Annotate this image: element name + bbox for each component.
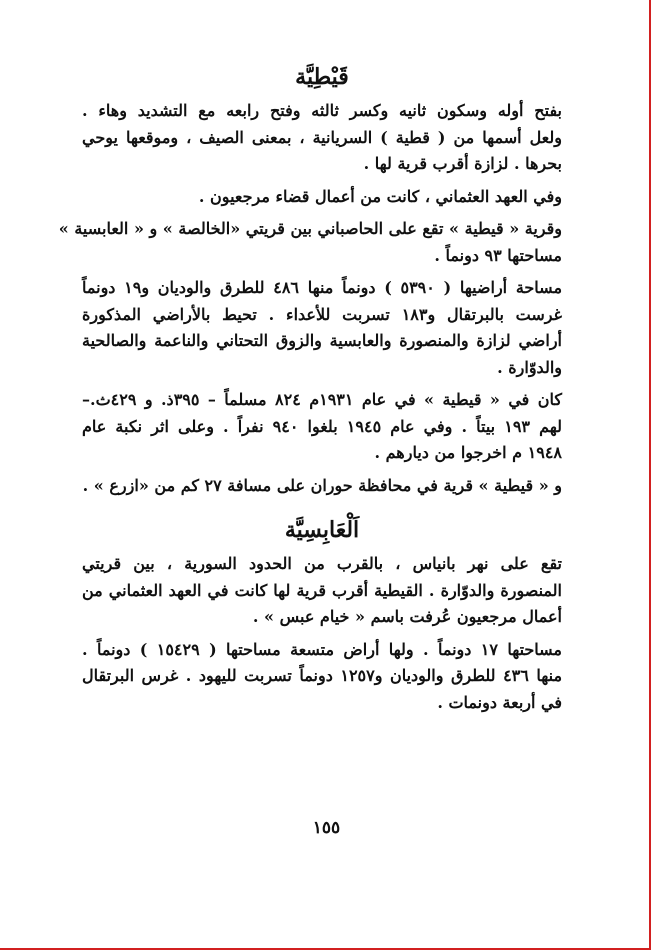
section-title-abisiya: اَلْعَابِسِيَّة	[284, 517, 360, 543]
text-line: كان في « قيطية » في عام ١٩٣١م ٨٢٤ مسلماً – ٣٩٥ذ. و ٤٢٩ث.–	[82, 390, 562, 409]
paragraph	[82, 637, 562, 717]
text-line: و « قيطية » قرية في محافظة حوران على مسافة ٢٧ كم من «ازرع » .	[82, 475, 562, 495]
text-line: والدوّارة .	[497, 357, 562, 377]
text-line: أعمال مرجعيون عُرفت باسم « خيام عبس » .	[252, 607, 562, 626]
paragraph	[82, 387, 562, 467]
text-line: بفتح أوله وسكون ثانيه وكسر ثالثه وفتح رابعه مع التشديد وهاء .	[82, 101, 562, 120]
page-number: ١٥٥	[312, 818, 341, 838]
text-line: المنصورة والدوّارة . القيطية أقرب قرية لها كانت في العهد العثماني من	[82, 580, 562, 600]
text-line: مساحتها ١٧ دونماً . ولها أراض متسعة مساحتها ( ١٥٤٢٩ ) دونماً .	[82, 639, 563, 659]
paragraph	[58, 216, 562, 269]
text-line: ١٩٤٨ م اخرجوا من ديارهم .	[374, 443, 562, 462]
text-line: أراضي لزازة والمنصورة والعابسية والزوق التحتاني والناعمة والصالحية	[82, 331, 562, 350]
text-line: منها ٤٣٦ للطرق والوديان و١٢٥٧ دونماً تسربت لليهود . غرس البرتقال	[82, 666, 563, 685]
page-content	[58, 60, 563, 722]
section-title-qaytiya: قَيْطِيَّة	[295, 64, 349, 90]
text-line: مساحة أراضيها ( ٥٣٩٠ ) دونماً منها ٤٨٦ للطرق والوديان و۱۹ دونماً	[82, 278, 563, 297]
text-line: وفي العهد العثماني ، كانت من أعمال قضاء مرجعيون .	[198, 186, 562, 206]
text-line: ولعل أسمها من ( قطية ) السريانية ، بمعنى الصيف ، وموقعها يوحي	[82, 127, 562, 147]
paragraph	[82, 473, 562, 500]
text-line: تقع على نهر بانياس ، بالقرب من الحدود السورية ، بين قريتي	[82, 554, 562, 573]
text-line: وقرية « قيطية » تقع على الحاصباني بين قريتي «الخالصة » و « العابسية »	[58, 219, 562, 238]
paragraph	[82, 551, 562, 631]
paragraph	[82, 184, 562, 211]
text-line: مساحتها ۹۳ دونماً .	[434, 245, 562, 265]
text-line: لهم ١٩٣ بيتاً . وفي عام ١٩٤٥ بلغوا ٩٤٠ نفراً . وعلى اثر نكبة عام	[82, 416, 563, 436]
text-line: غرست بالبرتقال و١٨٣ تسربت للأعداء . تحيط بالأراضي المذكورة	[82, 304, 562, 324]
paragraph	[82, 275, 562, 381]
text-line: في أربعة دونمات .	[437, 692, 562, 712]
paragraph	[82, 98, 562, 178]
text-line: بحرها . لزازة أقرب قرية لها .	[363, 154, 562, 173]
